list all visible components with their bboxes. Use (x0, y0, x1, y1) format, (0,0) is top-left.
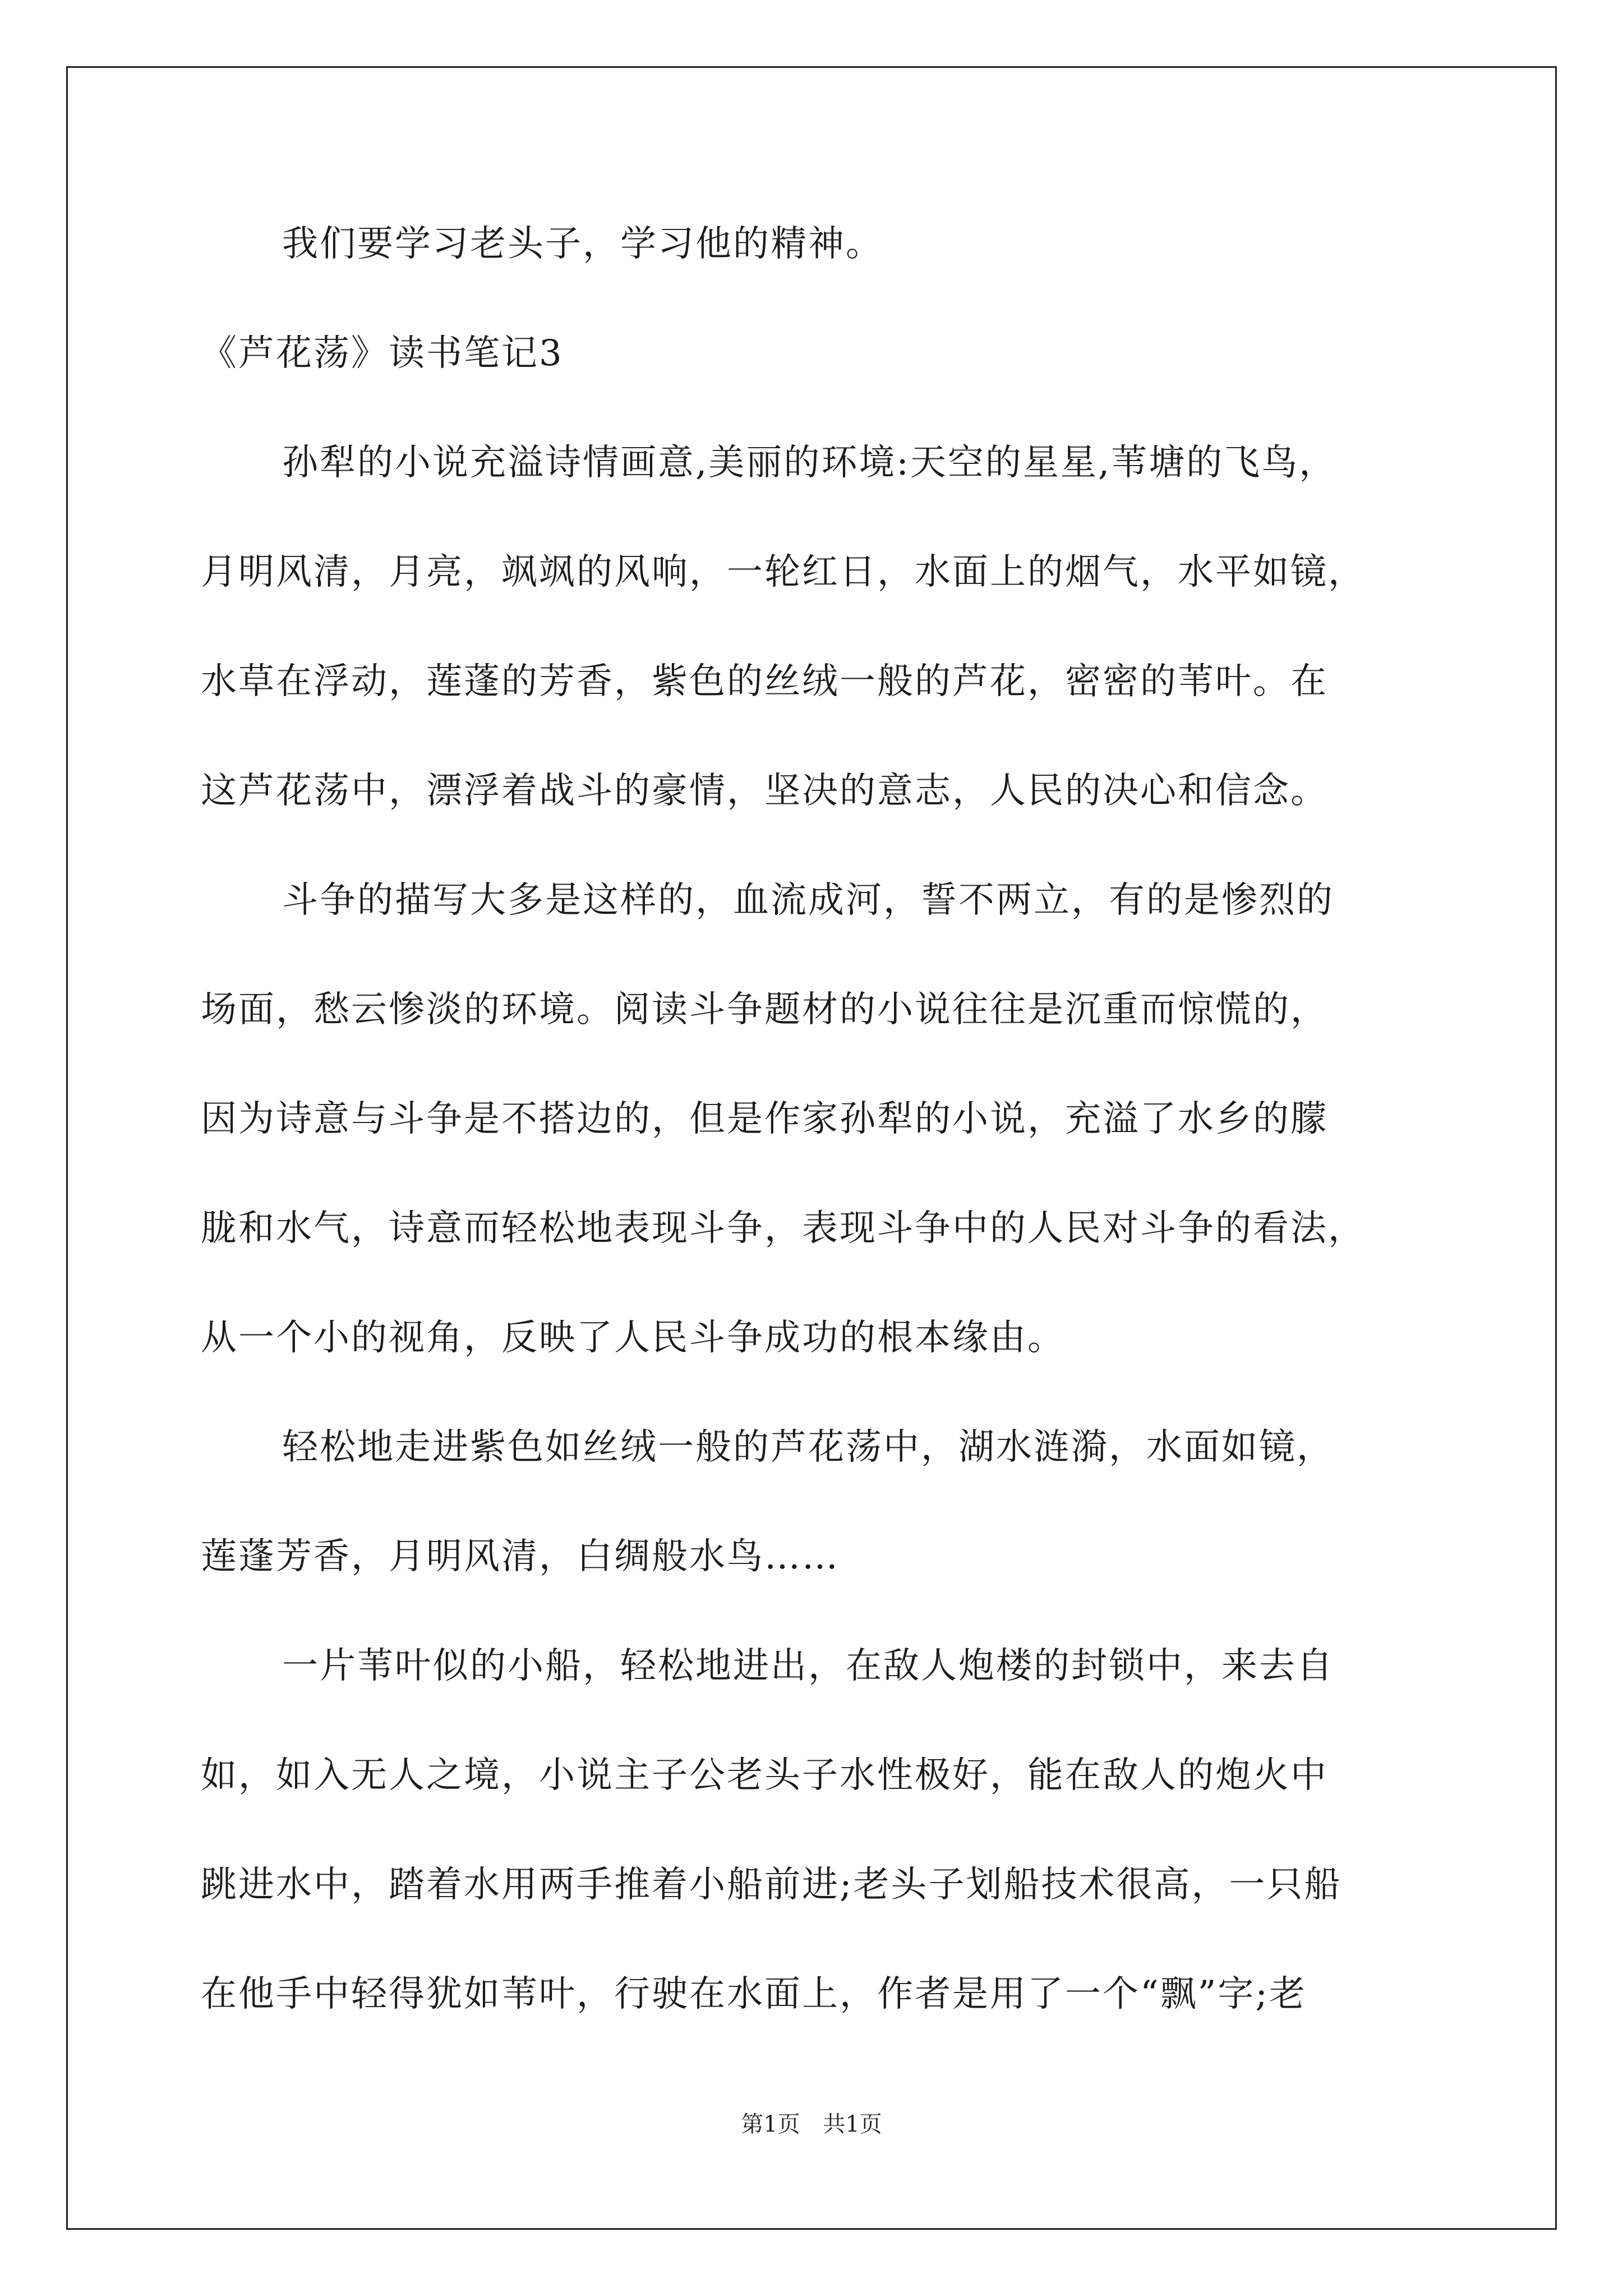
paragraph-line: 一片苇叶似的小船，轻松地进出，在敌人炮楼的封锁中，来去自 (282, 1645, 1334, 1687)
paragraph-line: 我们要学习老头子，学习他的精神。 (282, 223, 883, 265)
paragraph-line: 在他手中轻得犹如苇叶，行驶在水面上，作者是用了一个“飘”字;老 (201, 1973, 1307, 2015)
paragraph-line: 胧和水气，诗意而轻松地表现斗争，表现斗争中的人民对斗争的看法， (201, 1208, 1366, 1249)
paragraph-line: 轻松地走进紫色如丝绒一般的芦花荡中，湖水涟漪，水面如镜， (282, 1427, 1334, 1468)
paragraph-line: 月明风清，月亮，飒飒的风响，一轮红日，水面上的烟气，水平如镜， (201, 551, 1366, 593)
paragraph-line: 孙犁的小说充溢诗情画意,美丽的环境:天空的星星,苇塘的飞鸟， (282, 442, 1337, 484)
page-footer (0, 2110, 1623, 2138)
paragraph-line: 水草在浮动，莲蓬的芳香，紫色的丝绒一般的芦花，密密的苇叶。在 (201, 661, 1328, 702)
paragraph-line: 如，如入无人之境，小说主子公老头子水性极好，能在敌人的炮火中 (201, 1755, 1328, 1796)
page-number: 第1页 (741, 2111, 800, 2137)
paragraph-line: 跳进水中，踏着水用两手推着小船前进;老头子划船技术很高，一只船 (201, 1864, 1342, 1906)
paragraph-line: 因为诗意与斗争是不搭边的，但是作家孙犁的小说，充溢了水乡的朦 (201, 1098, 1328, 1140)
paragraph-line: 斗争的描写大多是这样的，血流成河，誓不两立，有的是惨烈的 (282, 880, 1334, 921)
paragraph-line: 从一个小的视角，反映了人民斗争成功的根本缘由。 (201, 1317, 1065, 1359)
page-total: 共1页 (823, 2111, 882, 2137)
paragraph-line: 莲蓬芳香，月明风清，白绸般水鸟…… (201, 1536, 840, 1577)
section-heading: 《芦花荡》读书笔记3 (201, 333, 564, 374)
paragraph-line: 场面，愁云惨淡的环境。阅读斗争题材的小说往往是沉重而惊慌的， (201, 989, 1328, 1030)
paragraph-line: 这芦花荡中，漂浮着战斗的豪情，坚决的意志，人民的决心和信念。 (201, 770, 1328, 812)
